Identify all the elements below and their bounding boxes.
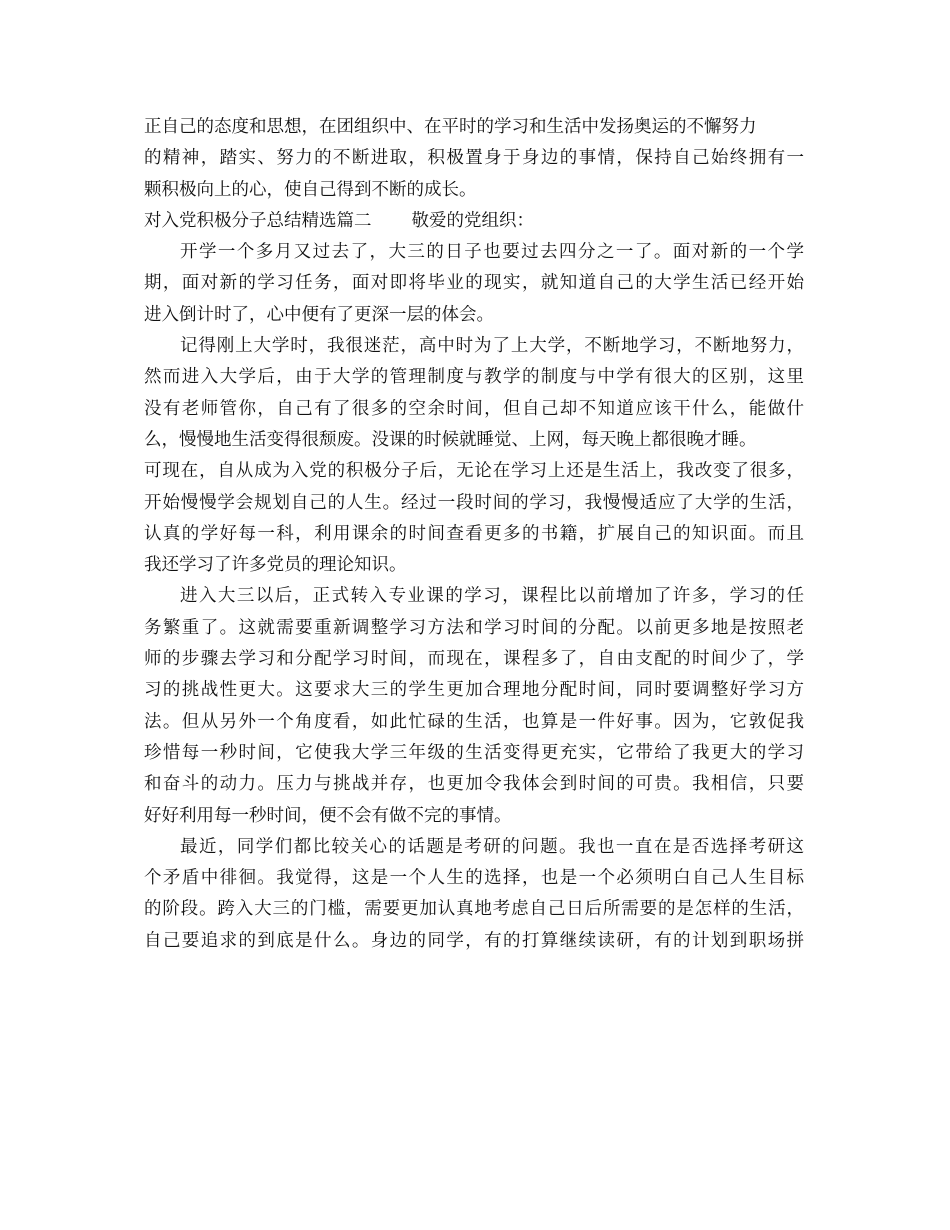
body-line: 颗积极向上的心，使自己得到不断的成长。 <box>144 179 477 200</box>
body-line: 好好利用每一秒时间，便不会有做不完的事情。 <box>144 805 512 826</box>
body-line: 可现在，自从成为入党的积极分子后，无论在学习上还是生活上，我改变了很多， <box>144 461 804 482</box>
body-line: 进入大三以后，正式转入专业课的学习，课程比以前增加了许多，学习的任 <box>180 586 804 607</box>
body-line: 然而进入大学后，由于大学的管理制度与教学的制度与中学有很大的区别，这里 <box>144 367 804 388</box>
body-line: 自己要追求的到底是什么。身边的同学，有的打算继续读研，有的计划到职场拼 <box>144 930 804 951</box>
body-line: 我还学习了许多党员的理论知识。 <box>144 555 407 576</box>
salutation: 敬爱的党组织： <box>411 210 534 231</box>
body-line: 的阶段。跨入大三的门槛，需要更加认真地考虑自己日后所需要的是怎样的生活， <box>144 899 804 920</box>
body-line: 最近，同学们都比较关心的话题是考研的问题。我也一直在是否选择考研这 <box>180 836 804 857</box>
body-line: 开学一个多月又过去了，大三的日子也要过去四分之一了。面对新的一个学 <box>180 242 804 263</box>
section-heading-line <box>144 206 804 237</box>
body-line: 个矛盾中徘徊。我觉得，这是一个人生的选择，也是一个必须明白自己人生目标 <box>144 868 804 889</box>
body-line: 开始慢慢学会规划自己的人生。经过一段时间的学习，我慢慢适应了大学的生活， <box>144 492 804 513</box>
body-line: 务繁重了。这就需要重新调整学习方法和学习时间的分配。以前更多地是按照老 <box>144 617 804 638</box>
body-line: 的精神，踏实、努力的不断进取，积极置身于身边的事情，保持自己始终拥有一 <box>144 148 804 169</box>
body-line: 和奋斗的动力。压力与挑战并存，也更加令我体会到时间的可贵。我相信，只要 <box>144 774 804 795</box>
body-line: 么，慢慢地生活变得很颓废。没课的时候就睡觉、上网，每天晚上都很晚才睡。 <box>144 429 757 450</box>
body-line: 珍惜每一秒时间，它使我大学三年级的生活变得更充实，它带给了我更大的学习 <box>144 742 804 763</box>
body-line: 法。但从另外一个角度看，如此忙碌的生活，也算是一件好事。因为，它敦促我 <box>144 711 804 732</box>
body-line: 正自己的态度和思想，在团组织中、在平时的学习和生活中发扬奥运的不懈努力 <box>144 117 757 137</box>
body-line: 认真的学好每一科，利用课余的时间查看更多的书籍，扩展自己的知识面。而且 <box>144 523 804 544</box>
body-line: 师的步骤去学习和分配学习时间，而现在，课程多了，自由支配的时间少了，学 <box>144 649 804 670</box>
body-line: 习的挑战性更大。这要求大三的学生更加合理地分配时间，同时要调整好学习方 <box>144 680 804 701</box>
body-line: 期，面对新的学习任务，面对即将毕业的现实，就知道自己的大学生活已经开始 <box>144 273 804 294</box>
body-line: 记得刚上大学时，我很迷茫，高中时为了上大学，不断地学习，不断地努力， <box>180 336 804 357</box>
body-line: 没有老师管你，自己有了很多的空余时间，但自己却不知道应该干什么，能做什 <box>144 398 804 419</box>
document-body <box>144 112 804 957</box>
section-title: 对入党积极分子总结精选篇二 <box>144 210 372 231</box>
body-line: 进入倒计时了，心中便有了更深一层的体会。 <box>144 304 494 325</box>
